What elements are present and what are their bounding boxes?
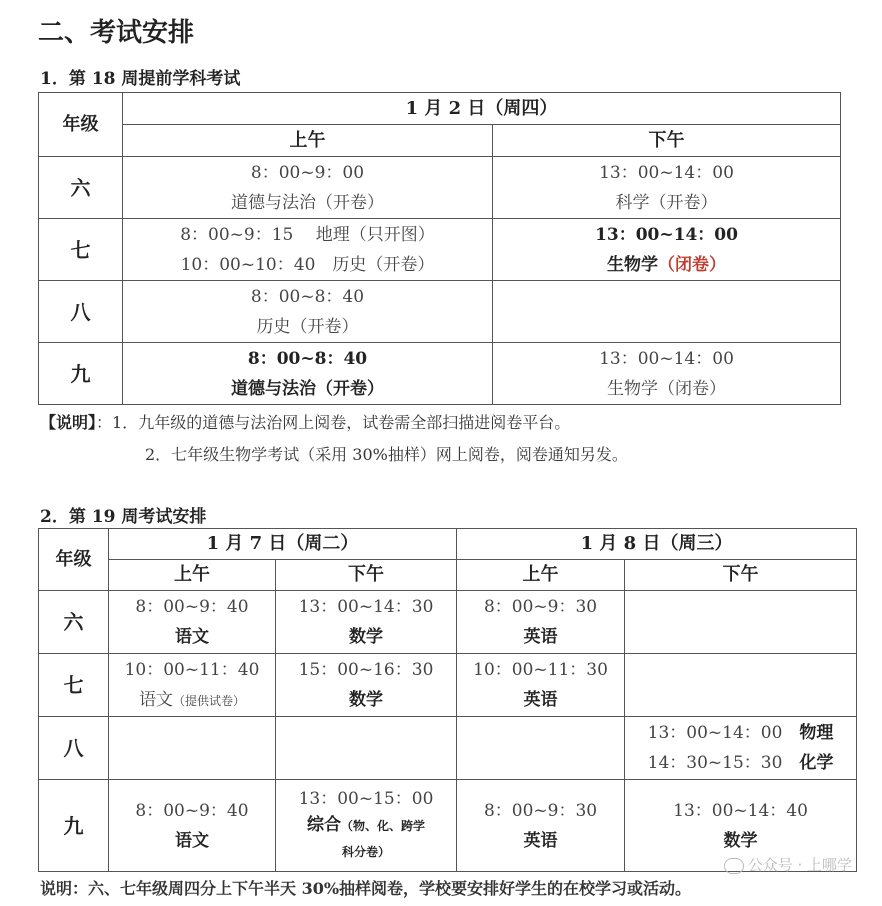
table-row [39,717,857,780]
pm-cell [493,157,841,219]
exam-time: 8：00~8：40 [247,348,368,369]
exam-subject: 语文 [138,689,173,710]
exam-subject: 生物学（闭卷） [607,378,726,399]
header-grade: 年级 [39,93,123,157]
exam-cell-empty [109,717,276,780]
watermark-text: 公众号 · 上哪学 [747,856,852,874]
exam-cell [276,654,457,717]
header-pm: 下午 [276,560,457,591]
header-grade: 年级 [39,529,109,591]
exam-time: 8：00~8：40 [250,286,365,307]
exam-subject: 语文 [175,830,209,851]
exam-subject: 物理 [799,723,834,743]
am-cell [123,157,493,219]
exam-time: 8：00~9：00 [250,162,365,183]
week19-exam-table [38,528,857,872]
exam-cell [457,654,625,717]
header-pm: 下午 [625,560,857,591]
exam-cell-empty [625,591,857,654]
grade-cell: 八 [39,281,123,343]
exam-time: 14：30~15：30 [647,753,783,773]
exam-subject: 历史（开卷） [256,316,359,337]
section2-note: 说明：六、七年级周四分上下午半天 30%抽样阅卷，学校要安排好学生的在校学习或活动。 [40,879,692,898]
table-row [39,281,841,343]
exam-time: 13：00~14：40 [673,800,808,821]
pm-cell [493,219,841,281]
pm-cell [493,343,841,405]
exam-cell-empty [457,717,625,780]
grade-cell: 七 [39,219,123,281]
table-row [39,591,857,654]
header-date: 1 月 2 日（周四） [123,93,841,125]
exam-cell [109,780,276,872]
exam-subject: 英语 [523,830,558,851]
exam-cell [109,591,276,654]
header-am: 上午 [123,125,493,157]
week18-exam-table [38,92,841,405]
table-row [39,157,841,219]
grade-cell: 六 [39,157,123,219]
section2-title: 2．第 19 周考试安排 [40,507,207,527]
exam-cell [625,717,857,780]
table-row [39,654,857,717]
exam-subject: 化学 [799,753,834,773]
closed-book-note: （闭卷） [658,254,726,275]
exam-line: 8：00~9：15 地理（只开图） [180,224,435,245]
exam-note: （物、化、跨学 [341,819,426,833]
exam-note: （提供试卷） [172,693,245,708]
exam-time: 8：00~9：30 [483,597,598,617]
exam-subject: 语文 [175,627,209,647]
exam-subject: 道德与法治（开卷） [231,378,384,399]
exam-cell [457,780,625,872]
grade-cell: 八 [39,717,109,780]
exam-subject: 综合 [307,815,341,835]
exam-subject: 英语 [523,627,558,647]
exam-time: 10：00~11：40 [124,659,260,680]
exam-time: 8：00~9：40 [135,597,249,617]
exam-time: 13：00~14：00 [595,224,738,245]
exam-time: 8：00~9：40 [135,800,249,821]
exam-cell [276,591,457,654]
exam-subject: 科学（开卷） [615,192,718,213]
exam-cell [276,780,457,872]
header-pm: 下午 [493,125,841,157]
table-row [39,343,841,405]
exam-cell-empty [276,717,457,780]
note-text: ：1．九年级的道德与法治网上阅卷，试卷需全部扫描进阅卷平台。 [96,413,571,432]
watermark [724,854,852,875]
exam-time: 13：00~14：00 [599,348,734,369]
exam-cell [109,654,276,717]
exam-subject: 道德与法治（开卷） [231,192,384,213]
exam-subject: 生物学 [607,254,658,275]
exam-cell [457,591,625,654]
am-cell [123,219,493,281]
exam-line: 10：00~10：40 历史（开卷） [180,254,435,275]
am-cell [123,343,493,405]
exam-time: 13：00~14：30 [298,597,434,617]
exam-time: 13：00~15：00 [298,789,434,809]
exam-time: 13：00~14：00 [647,723,783,743]
exam-subject: 数学 [349,690,383,710]
exam-subject: 英语 [523,690,558,710]
exam-cell-empty [625,654,857,717]
exam-note: 科分卷） [342,845,391,859]
page-heading: 二、考试安排 [38,18,195,48]
wechat-icon [724,858,744,874]
section1-title: 1．第 18 周提前学科考试 [40,69,241,89]
exam-subject: 数学 [349,627,383,647]
exam-subject: 数学 [723,830,758,851]
exam-time: 15：00~16：30 [298,660,434,680]
am-cell [123,281,493,343]
exam-time: 8：00~9：30 [483,800,598,821]
header-am: 上午 [109,560,276,591]
grade-cell: 九 [39,780,109,872]
section1-note2: 2．七年级生物学考试（采用 30%抽样）网上阅卷，阅卷通知另发。 [145,445,628,464]
header-date1: 1 月 7 日（周二） [109,529,457,560]
exam-time: 13：00~14：00 [599,162,734,183]
grade-cell: 九 [39,343,123,405]
section1-note1 [40,410,570,433]
header-am: 上午 [457,560,625,591]
exam-time: 10：00~11：30 [473,660,608,680]
grade-cell: 六 [39,591,109,654]
grade-cell: 七 [39,654,109,717]
table-row [39,219,841,281]
header-date2: 1 月 8 日（周三） [457,529,857,560]
pm-cell-empty [493,281,841,343]
note-label: 【说明】 [40,413,97,432]
